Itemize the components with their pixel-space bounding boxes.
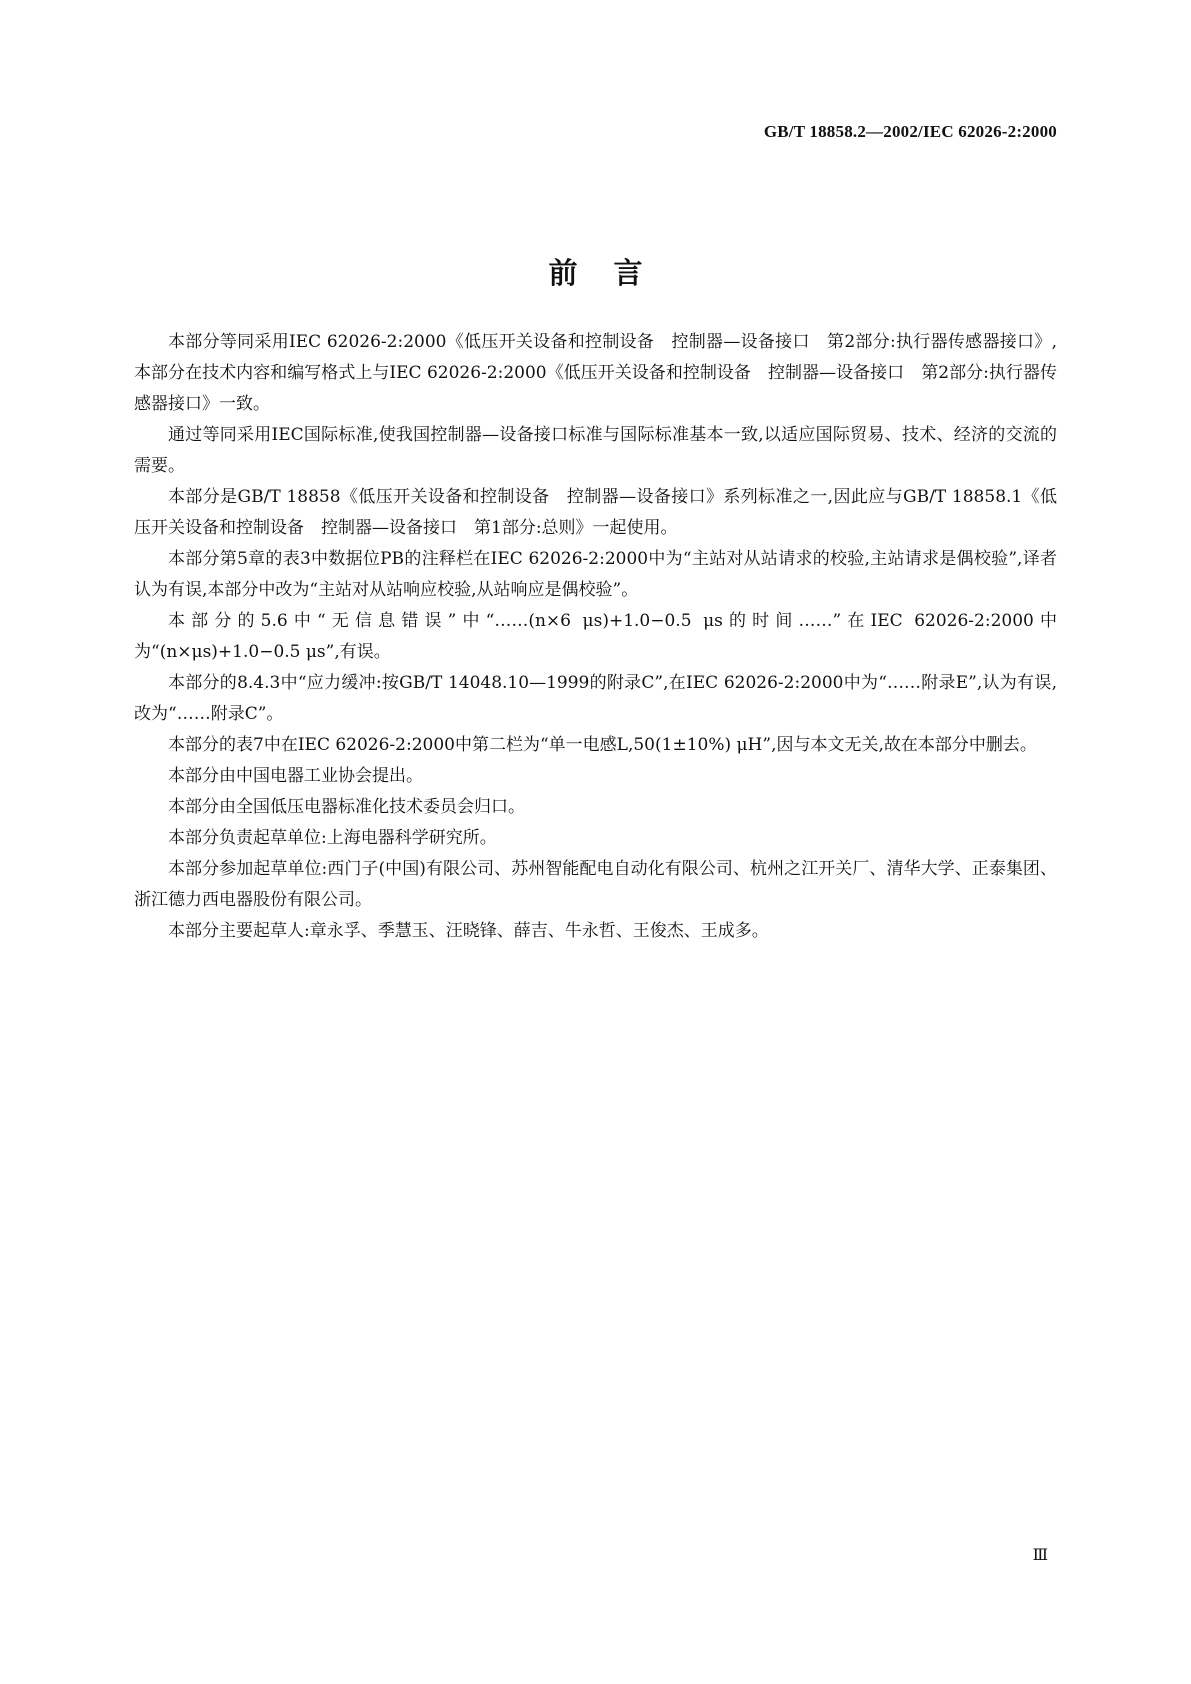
paragraph-proposer: 本部分由中国电器工业协会提出。 <box>168 766 423 786</box>
paragraph-purpose: 通过等同采用IEC国际标准,使我国控制器—设备接口标准与国际标准基本一致,以适应国际贸易、技术、经济的交流的需要。 <box>134 425 1057 476</box>
paragraph-5-6-note: 本部分的5.6中“无信息错误”中“……(n×6 μs)+1.0−0.5 μs的时间……”在IEC 62026-2:2000中为“(n×μs)+1.0−0.5 μs”,有误。 <box>134 611 1057 662</box>
paragraph-participating-units: 本部分参加起草单位:西门子(中国)有限公司、苏州智能配电自动化有限公司、杭州之江开关厂、清华大学、正泰集团、浙江德力西电器股份有限公司。 <box>134 859 1057 910</box>
paragraph-8-4-3-note: 本部分的8.4.3中“应力缓冲:按GB/T 14048.10—1999的附录C”,在IEC 62026-2:2000中为“……附录E”,认为有误,改为“……附录C”。 <box>134 673 1057 724</box>
paragraph-series: 本部分是GB/T 18858《低压开关设备和控制设备 控制器—设备接口》系列标准之一,因此应与GB/T 18858.1《低压开关设备和控制设备 控制器—设备接口 第1部分:总则》一起使用。 <box>134 487 1057 538</box>
paragraph-table3-note: 本部分第5章的表3中数据位PB的注释栏在IEC 62026-2:2000中为“主站对从站请求的校验,主站请求是偶校验”,译者认为有误,本部分中改为“主站对从站响应校验,从站响应是偶校验”。 <box>134 549 1057 600</box>
document-body <box>134 327 1057 947</box>
page-number: Ⅲ <box>1032 1547 1048 1564</box>
page-title: 前言 <box>548 256 679 291</box>
paragraph-committee: 本部分由全国低压电器标准化技术委员会归口。 <box>168 797 525 817</box>
paragraph-responsible-unit: 本部分负责起草单位:上海电器科学研究所。 <box>168 828 497 848</box>
paragraph-table7-note: 本部分的表7中在IEC 62026-2:2000中第二栏为“单一电感L,50(1±10%) μH”,因与本文无关,故在本部分中删去。 <box>168 735 1037 755</box>
paragraph-adoption: 本部分等同采用IEC 62026-2:2000《低压开关设备和控制设备 控制器—设备接口 第2部分:执行器传感器接口》,本部分在技术内容和编写格式上与IEC 62026-2:2000《低压开关设备和控制设备 控制器—设备接口 第2部分:执行器传感器接口》一致。 <box>134 332 1057 414</box>
paragraph-drafters: 本部分主要起草人:章永孚、季慧玉、汪晓锋、薛吉、牛永哲、王俊杰、王成多。 <box>168 921 769 941</box>
standard-code: GB/T 18858.2—2002/IEC 62026-2:2000 <box>763 122 1057 141</box>
